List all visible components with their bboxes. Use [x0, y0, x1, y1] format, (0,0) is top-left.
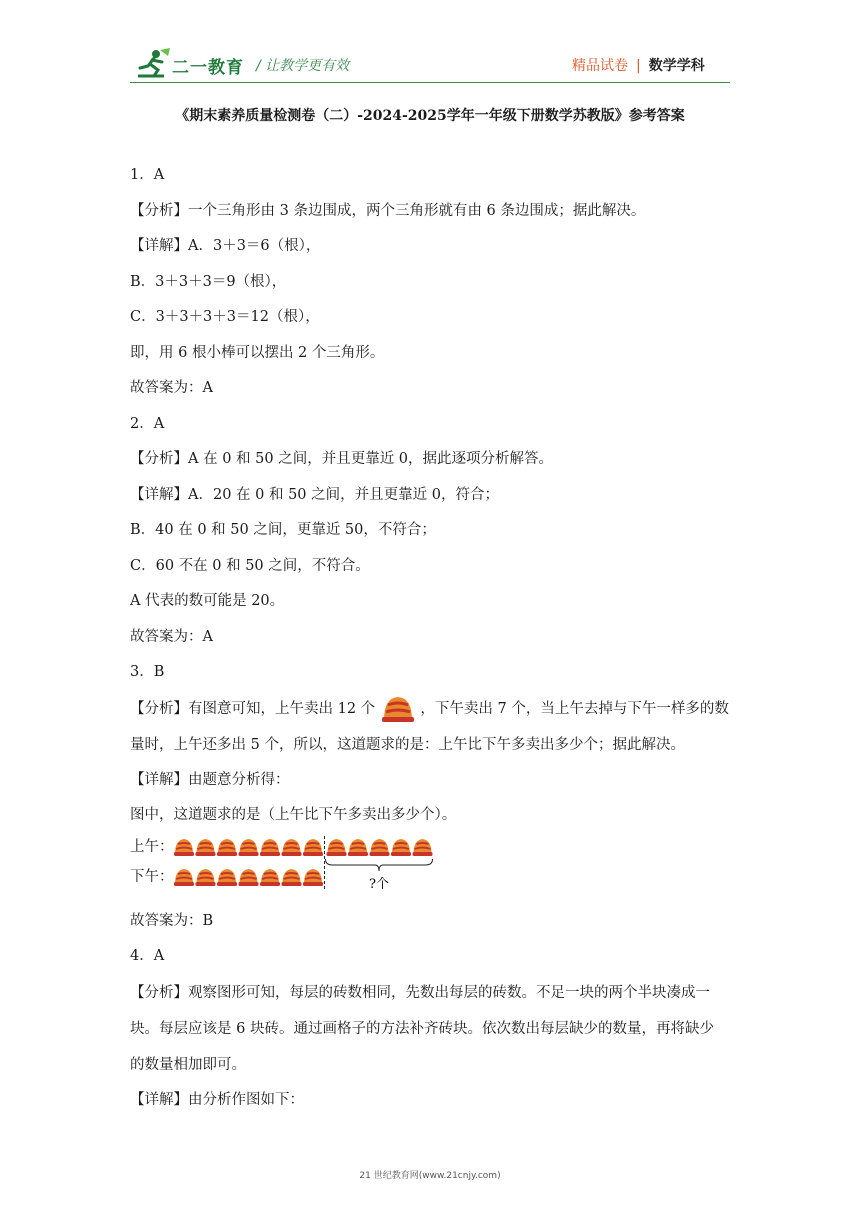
afternoon-hat	[239, 869, 259, 886]
header-divider	[130, 82, 730, 83]
q3-analysis-line2: 量时，上午还多出 5 个，所以，这道题求的是：上午比下午多卖出多少个；据此解决。	[130, 736, 685, 753]
logo-text: 二一教育	[172, 58, 244, 78]
brace-label: ?个	[369, 876, 389, 892]
answer-content	[130, 158, 730, 1118]
q1-analysis: 【分析】一个三角形由 3 条边围成，两个三角形就有由 6 条边围成；据此解决。	[130, 202, 646, 219]
morning-hat	[217, 839, 237, 856]
afternoon-label: 下午：	[130, 868, 174, 885]
morning-hat	[174, 839, 194, 856]
hat-rows	[172, 834, 462, 904]
q4-analysis-l1: 【分析】观察图形可知，每层的砖数相同，先数出每层的砖数。不足一块的两个半块凑成一	[130, 984, 710, 1001]
morning-hat	[348, 839, 368, 856]
q2-detail-c: C．60 不在 0 和 50 之间，不符合。	[130, 557, 370, 574]
q4-analysis-l3: 的数量相加即可。	[130, 1056, 246, 1073]
morning-hat	[239, 839, 259, 856]
q1-detail-c: C．3＋3＋3＋3＝12（根），	[130, 309, 320, 325]
afternoon-hat	[196, 869, 216, 886]
brand-label-premium: 精品试卷	[572, 58, 628, 74]
brand-tag	[572, 55, 705, 75]
brand-separator: |	[636, 58, 641, 74]
q3-analysis-post: ，下午卖出 7 个，当上午去掉与下午一样多的数	[420, 700, 729, 717]
afternoon-hat	[303, 869, 323, 886]
q2-detail-a: 【详解】A．20 在 0 和 50 之间，并且更靠近 0，符合；	[130, 486, 499, 503]
q3-number: 3．B	[130, 664, 165, 680]
page-footer: 21 世纪教育网(www.21cnjy.com)	[359, 1171, 501, 1181]
q2-answer: 故答案为：A	[130, 628, 213, 645]
page-header	[0, 0, 860, 100]
q3-analysis-pre: 【分析】有图意可知，上午卖出 12 个	[130, 700, 376, 717]
knit-hat-icon	[380, 694, 416, 724]
morning-hat	[196, 839, 216, 856]
hat-comparison-diagram	[130, 834, 730, 904]
q2-number: 2．A	[130, 415, 165, 432]
afternoon-hat	[174, 869, 194, 886]
slogan: / 让教学更有效	[256, 58, 350, 74]
morning-label: 上午：	[130, 838, 174, 855]
morning-hat	[413, 839, 433, 856]
morning-hat	[303, 839, 323, 856]
document-title: 《期末素养质量检测卷（二）-2024-2025学年一年级下册数学苏教版》参考答案	[175, 108, 685, 124]
q4-analysis-l2: 块。每层应该是 6 块砖。通过画格子的方法补齐砖块。依次数出每层缺少的数量，再将缺少	[130, 1020, 714, 1037]
afternoon-hat	[282, 869, 302, 886]
afternoon-hat	[217, 869, 237, 886]
morning-hat	[370, 839, 390, 856]
q1-answer: 故答案为：A	[130, 380, 213, 396]
brand-label-subject: 数学学科	[648, 58, 705, 74]
morning-hat	[391, 839, 411, 856]
q3-detail: 【详解】由题意分析得：	[130, 771, 290, 788]
q1-number: 1．A	[130, 167, 165, 183]
q4-analysis	[130, 975, 730, 1083]
morning-hat	[260, 839, 280, 856]
q2-conclusion: A 代表的数可能是 20。	[130, 593, 285, 609]
difference-brace	[326, 859, 433, 871]
morning-hat	[327, 839, 347, 856]
q4-number: 4．A	[130, 948, 165, 964]
morning-hat	[282, 839, 302, 856]
q2-analysis: 【分析】A 在 0 和 50 之间，并且更靠近 0，据此逐项分析解答。	[130, 451, 554, 467]
q1-conclusion: 即，用 6 根小棒可以摆出 2 个三角形。	[130, 344, 385, 361]
q2-detail-b: B．40 在 0 和 50 之间，更靠近 50，不符合；	[130, 522, 436, 538]
q4-detail: 【详解】由分析作图如下：	[130, 1091, 304, 1108]
q1-detail-a: 【详解】A．3＋3＝6（根），	[130, 238, 321, 254]
q3-answer: 故答案为：B	[130, 912, 214, 929]
afternoon-hat	[260, 869, 280, 886]
q3-analysis	[130, 691, 730, 763]
q1-detail-b: B．3＋3＋3＝9（根），	[130, 273, 287, 290]
q3-figure-text: 图中，这道题求的是（上午比下午多卖出多少个）。	[130, 807, 457, 823]
